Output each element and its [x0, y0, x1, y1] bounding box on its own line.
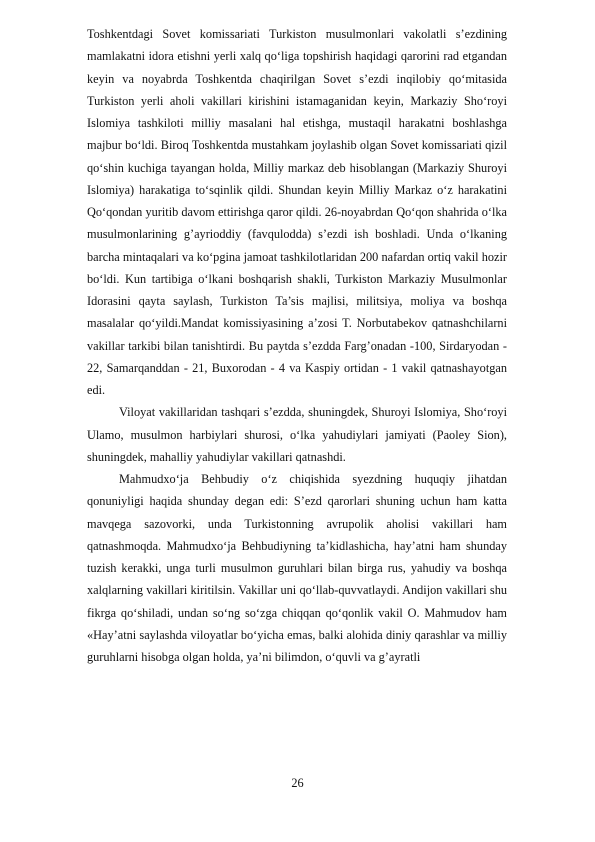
body-text — [87, 23, 507, 668]
page-number: 26 — [291, 776, 304, 790]
paragraph-2: Viloyat vakillaridan tashqari s’ezdda, shuningdek, Shuroyi Islomiya, Sho‘royi Ulamo, musulmon harbiylari shurosi, o‘lka yahudiylari jamiyati (Paoley Sion), shuningdek, mahalliy yahudiylar vakillari qatnashdi. — [87, 405, 507, 464]
paragraph-1: Toshkentdagi Sovet komissariati Turkiston musulmonlari vakolatli s’ezdining mamlakatni idora etishni yerli xalq qo‘liga topshirish haqidagi qarorini rad etgandan keyin va noyabrda Toshkentda chaqirilgan Sovet s’ezdi inqilobiy qo‘mitasida Turkiston yerli aholi vakillari kirishini istamaganidan keyin, Markaziy Sho‘royi Islomiya tashkiloti milliy masalani hal etishga, mustaqil harakatni boshlashga majbur bo‘ldi. Biroq Toshkentda mustahkam joylashib olgan Sovet komissariati qizil qo‘shin kuchiga tayangan holda, Milliy markaz deb hisoblangan (Markaziy Shuroyi Islomiya) harakatiga to‘sqinlik qildi. Shundan keyin Milliy Markaz o‘z harakatini Qo‘qondan yuritib davom ettirishga qaror qildi. 26-noyabrdan Qo‘qon shahrida o‘lka musulmonlarining g’ayrioddiy (favqulodda) s’ezdi ish boshladi. Unda o‘lkaning barcha mintaqalari va ko‘pgina jamoat tashkilotlaridan 200 nafardan ortiq vakil hozir bo‘ldi. Kun tartibiga o‘lkani boshqarish shakli, Turkiston Markaziy Musulmonlar Idorasini qayta saylash, Turkiston Ta’sis majlisi, militsiya, moliya va boshqa masalalar qo‘yildi.Mandat komissiyasining a’zosi T. Norbutabekov qatnashchilarni vakillar tarkibi bilan tanishtirdi. Bu paytda s’ezdda Farg’onadan -100, Sirdaryodan - 22, Samarqanddan - 21, Buxorodan - 4 va Kaspiy ortidan - 1 vakil qatnashayotgan edi. — [87, 27, 507, 397]
paragraph-3: Mahmudxo‘ja Behbudiy o‘z chiqishida syezdning huquqiy jihatdan qonuniyligi haqida shunday degan edi: S’ezd qarorlari shuning uchun ham katta mavqega sazovorki, unda Turkistonning avrupolik aholisi vakillari ham qatnashmoqda. Mahmudxo‘ja Behbudiyning ta’kidlashicha, hay’atni ham shunday tuzish kerakki, unga turli musulmon guruhlari bilan birga rus, yahudiy va boshqa xalqlarning vakillari kiritilsin. Vakillar uni qo‘llab-quvvatlaydi. Andijon vakillari shu fikrga qo‘shiladi, undan so‘ng so‘zga chiqqan qo‘qonlik vakil O. Mahmudov ham «Hay’atni saylashda viloyatlar bo‘yicha emas, balki alohida diniy qarashlar va milliy guruhlarni hisobga olgan holda, ya’ni bilimdon, o‘quvli va g’ayratli — [87, 472, 507, 664]
